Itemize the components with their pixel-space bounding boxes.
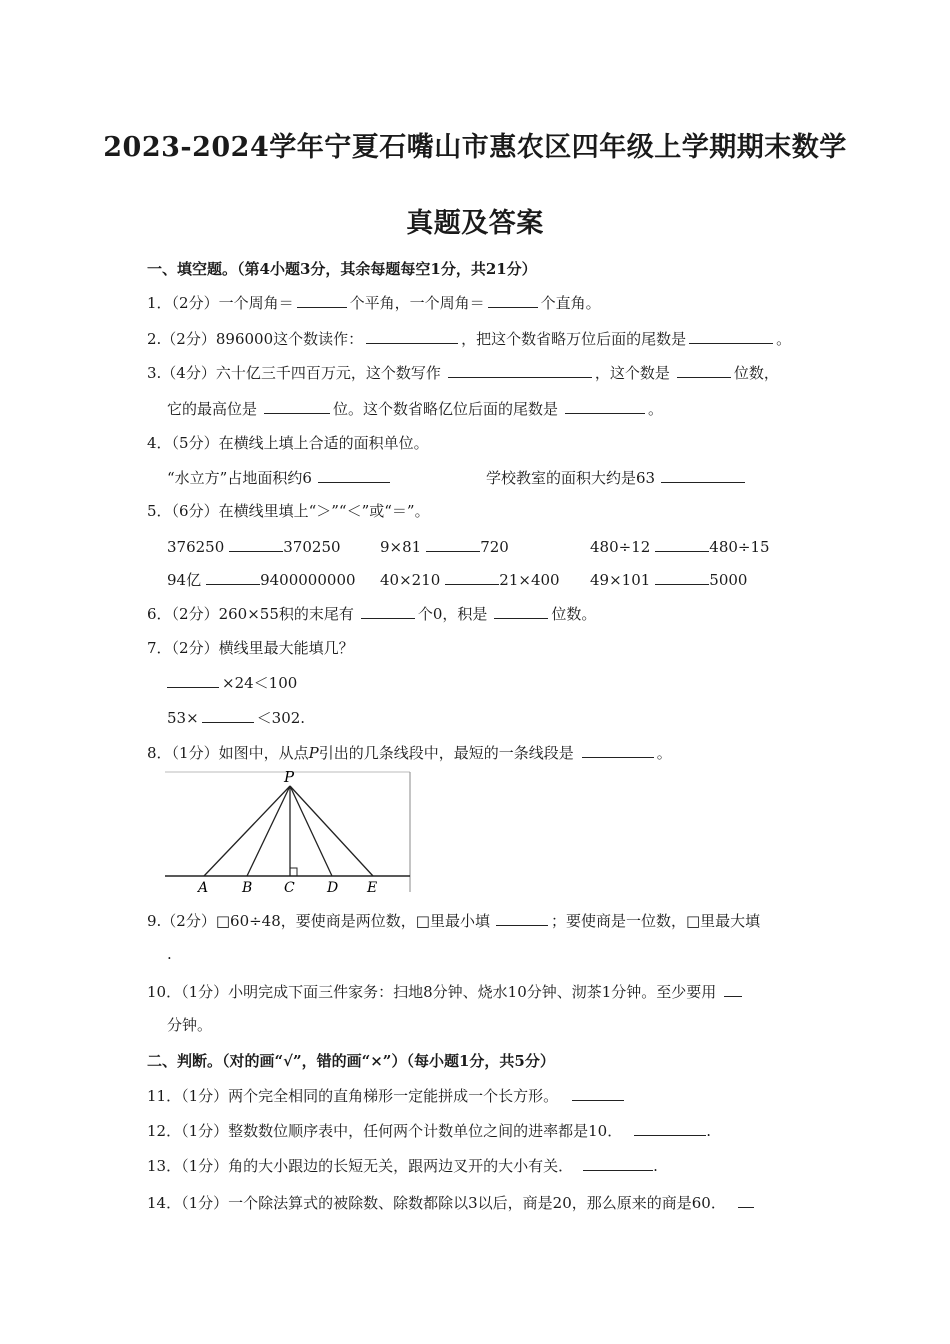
q8-blank-1[interactable]	[582, 742, 654, 758]
q5-blank-6[interactable]	[655, 569, 709, 585]
q4-blank-2[interactable]	[661, 467, 745, 483]
q6-text-a: 6．（2分）260×55积的末尾有	[147, 605, 354, 623]
q8-text-a: 8．（1分）如图中，从点	[147, 744, 309, 762]
label-p: P	[284, 768, 295, 786]
segment-pa	[204, 786, 290, 876]
q10-text-b: 分钟。	[167, 1016, 213, 1034]
q11-blank-1[interactable]	[572, 1085, 624, 1101]
q5-r2c3-left: 49×101	[590, 571, 651, 589]
q5-r2c1-left: 94亿	[167, 571, 202, 589]
q2-text-b: ，把这个数省略万位后面的尾数是	[461, 330, 687, 348]
q13-blank-1[interactable]	[583, 1155, 653, 1171]
q5-r1c1-right: 370250	[283, 538, 341, 556]
q6-blank-2[interactable]	[494, 603, 548, 619]
q5-r2c3	[590, 569, 747, 590]
q7-text-d: ＜302.	[256, 709, 306, 727]
q3-text-f: 。	[648, 400, 664, 418]
q5-blank-2[interactable]	[426, 536, 480, 552]
segment-pe	[290, 786, 373, 876]
document-title-line1: 2023-2024学年宁夏石嘴山市惠农区四年级上学期期末数学	[103, 132, 847, 163]
question-6	[147, 603, 596, 624]
q5-r2c1-right: 9400000000	[260, 571, 356, 589]
q1-blank-2[interactable]	[488, 292, 538, 308]
q3-text-a: 3.（4分）六十亿三千四百万元，这个数写作	[147, 364, 441, 382]
q5-r2c2-right: 21×400	[499, 571, 560, 589]
segment-pd	[290, 786, 332, 876]
q9-text-a: 9.（2分）□60÷48，要使商是两位数，□里最小填	[147, 912, 490, 930]
q8-text-c: 。	[656, 744, 672, 762]
q11-text-a: 11．（1分）两个完全相同的直角梯形一定能拼成一个长方形。	[147, 1087, 559, 1105]
q5-r2c1	[167, 569, 356, 590]
section2-heading: 二、判断。（对的画“√”，错的画“×”）（每小题1分，共5分）	[147, 1052, 555, 1070]
q7-text-b: ×24＜100	[222, 674, 298, 692]
q5-r1c2	[380, 536, 509, 557]
question-14	[147, 1192, 757, 1213]
q12-text-a: 12．（1分）整数数位顺序表中，任何两个计数单位之间的进率都是10．	[147, 1122, 623, 1140]
question-11	[147, 1085, 627, 1106]
q4-text-a: 4．（5分）在横线上填上合适的面积单位。	[147, 434, 429, 452]
q9-blank-1[interactable]	[496, 910, 548, 926]
segments-figure	[160, 766, 416, 898]
q3-blank-3[interactable]	[264, 398, 330, 414]
q5-r2c2	[380, 569, 560, 590]
label-e: E	[367, 880, 378, 896]
q7-item-2	[167, 707, 305, 728]
q5-r1c3-left: 480÷12	[590, 538, 651, 556]
q12-text-b: .	[706, 1122, 712, 1140]
q3-blank-4[interactable]	[565, 398, 645, 414]
q5-text-a: 5．（6分）在横线里填上“＞”“＜”或“＝”。	[147, 502, 430, 520]
q14-blank-1[interactable]	[738, 1192, 754, 1208]
question-10	[147, 981, 745, 1002]
question-12	[147, 1120, 711, 1141]
label-d: D	[327, 880, 339, 896]
q5-blank-5[interactable]	[445, 569, 499, 585]
section1-heading: 一、填空题。（第4小题3分，其余每题每空1分，共21分）	[147, 260, 537, 278]
q5-r1c3	[590, 536, 770, 557]
q9-text-c: .	[167, 945, 172, 963]
q2-text-c: 。	[776, 330, 792, 348]
q7-blank-1[interactable]	[167, 672, 219, 688]
q10-text-a: 10．（1分）小明完成下面三件家务：扫地8分钟、烧水10分钟、沏茶1分钟。至少要用	[147, 983, 717, 1001]
q3-blank-1[interactable]	[448, 362, 592, 378]
q1-blank-1[interactable]	[297, 292, 347, 308]
q3-text-b: ，这个数是	[594, 364, 670, 382]
q5-r2c2-left: 40×210	[380, 571, 441, 589]
q3-blank-2[interactable]	[677, 362, 731, 378]
q5-blank-1[interactable]	[229, 536, 283, 552]
q4-item-2	[486, 467, 748, 488]
segment-pb	[247, 786, 290, 876]
label-a: A	[198, 880, 209, 896]
q8-text-b: 引出的几条线段中，最短的一条线段是	[318, 744, 574, 762]
question-8	[147, 742, 672, 763]
q7-blank-2[interactable]	[202, 707, 254, 723]
q14-text-a: 14．（1分）一个除法算式的被除数、除数都除以3以后，商是20，那么原来的商是60．	[147, 1194, 726, 1212]
question-3-line2	[167, 398, 663, 419]
q4-blank-1[interactable]	[318, 467, 390, 483]
q2-text-a: 2.（2分）896000这个数读作：	[147, 330, 364, 348]
question-13	[147, 1155, 658, 1176]
q12-blank-1[interactable]	[634, 1120, 706, 1136]
question-1	[147, 292, 601, 313]
q13-text-b: .	[653, 1157, 658, 1175]
q5-blank-3[interactable]	[655, 536, 709, 552]
q8-point-p: P	[308, 744, 319, 762]
q6-text-c: 位数。	[551, 605, 597, 623]
q10-blank-1[interactable]	[724, 981, 742, 997]
question-3-line1	[147, 362, 779, 383]
q6-blank-1[interactable]	[361, 603, 415, 619]
q4-text-c: 学校教室的面积大约是63	[486, 469, 656, 487]
q5-r1c2-left: 9×81	[380, 538, 422, 556]
q6-text-b: 个0，积是	[417, 605, 488, 623]
question-2	[147, 328, 791, 349]
q2-blank-2[interactable]	[689, 328, 773, 344]
q1-text-a: 1．（2分）一个周角＝	[147, 294, 294, 312]
q5-r1c3-right: 480÷15	[709, 538, 770, 556]
right-angle-mark	[290, 868, 297, 876]
q5-r1c1-left: 376250	[167, 538, 225, 556]
label-c: C	[284, 880, 295, 896]
q7-text-c: 53×	[167, 709, 199, 727]
q5-blank-4[interactable]	[206, 569, 260, 585]
q3-text-d: 它的最高位是	[167, 400, 258, 418]
q13-text-a: 13．（1分）角的大小跟边的长短无关，跟两边叉开的大小有关．	[147, 1157, 574, 1175]
q5-r1c1	[167, 536, 341, 557]
question-9	[147, 910, 760, 931]
q1-text-c: 个直角。	[540, 294, 601, 312]
q3-text-e: 位。这个数省略亿位后面的尾数是	[333, 400, 559, 418]
q9-text-b: ；要使商是一位数，□里最大填	[550, 912, 761, 930]
q4-text-b: “水立方”占地面积约6	[167, 469, 312, 487]
q7-item-1	[167, 672, 297, 693]
q7-text-a: 7．（2分）横线里最大能填几？	[147, 639, 354, 657]
label-b: B	[242, 880, 253, 896]
q5-r2c3-right: 5000	[709, 571, 748, 589]
q2-blank-1[interactable]	[366, 328, 458, 344]
q5-r1c2-right: 720	[480, 538, 509, 556]
document-title-line2: 真题及答案	[406, 208, 544, 239]
q3-text-c: 位数，	[733, 364, 779, 382]
q1-text-b: 个平角，一个周角＝	[349, 294, 485, 312]
q4-item-1	[167, 467, 393, 488]
